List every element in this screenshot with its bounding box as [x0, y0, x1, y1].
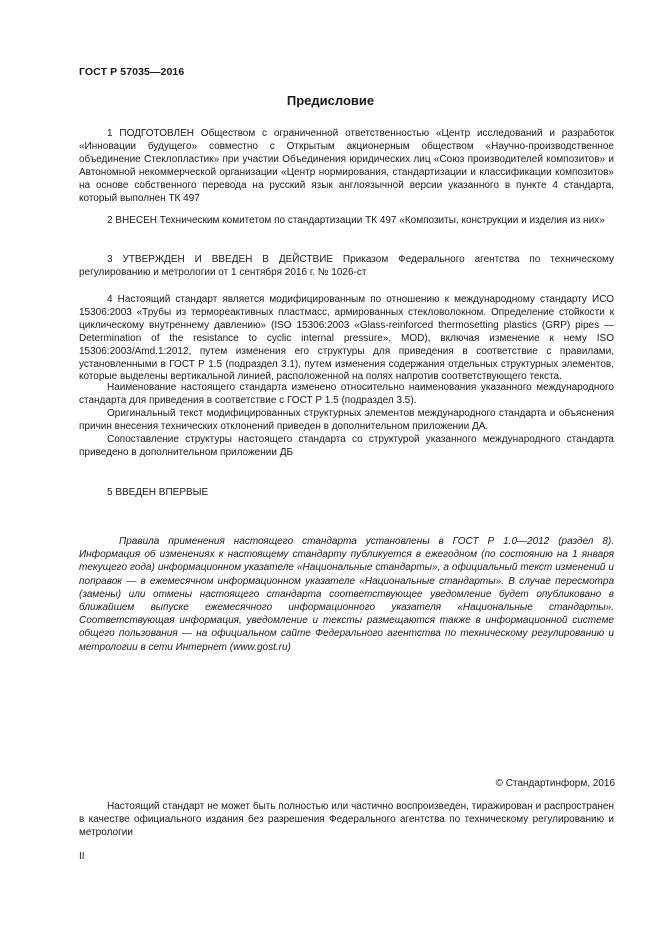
paragraph-name-change: Наименование настоящего стандарта изменено относительно наименования указанного международного стандарта для приведения в соответствие с ГОСТ Р 1.5 (подраздел 3.5).	[79, 382, 614, 406]
paragraph-prepared-by: 1 ПОДГОТОВЛЕН Обществом с ограниченной ответственностью «Центр исследований и разработок «Инновации будущего» совместно с Открытым акционерным обществом «Научно-производственное объединение Стеклопластик» при участии Объединения юридических лиц «Союз производителей композитов» и Автономной некоммерческой организации «Центр нормирования, стандартизации и классификации композитов» на основе собственного перевода на русский язык англоязычной версии указанного в пункте 4 стандарта, который выполнен ТК 497	[79, 128, 614, 204]
paragraph-approved: 3 УТВЕРЖДЕН И ВВЕДЕН В ДЕЙСТВИЕ Приказом Федерального агентства по техническому регулированию и метрологии от 1 сентября 2016 г. № 1026-ст	[79, 254, 614, 278]
paragraph-first-introduced: 5 ВВЕДЕН ВПЕРВЫЕ	[107, 487, 209, 498]
paragraph-structure-comparison: Сопоставление структуры настоящего стандарта со структурой указанного международного стандарта приведено в дополнительном приложении ДБ	[79, 434, 614, 458]
page-number: II	[79, 851, 85, 862]
reproduction-notice: Настоящий стандарт не может быть полностью или частично воспроизведен, тиражирован и распространен в качестве официального издания без разрешения Федерального агентства по техническому регулированию и метрологии	[79, 801, 614, 838]
paragraph-modification: 4 Настоящий стандарт является модифицированным по отношению к международному стандарту ИСО 15306:2003 «Трубы из термореактивных пластмасс, армированных стекловолокном. Определение стойкости к циклическому внутреннему давлению» (ISO 15306:2003 «Glass-reinforced thermosetting plastics (GRP) pipes — Determination of the resistance to cyclic internal pressure», MOD), включая изменение к нему ISO 15306:2003/Amd.1:2012, путем изменения его структуры для приведения в соответствие с правилами, установленными в ГОСТ Р 1.5 (подраздел 3.1), путем изменения содержания отдельных структурных элементов, которые выделены вертикальной линией, расположенной на полях напротив соответствующего текста.	[79, 294, 614, 383]
page-title: Предисловие	[286, 93, 375, 108]
rules-notice: Правила применения настоящего стандарта установлены в ГОСТ Р 1.0—2012 (раздел 8). Информация об изменениях к настоящему стандарту публикуется в ежегодном (по состоянию на 1 января текущего года) информационном указателе «Национальные стандарты», а официальный текст изменений и поправок — в ежемесячном информационном указателе «Национальные стандарты». В случае пересмотра (замены) или отмены настоящего стандарта соответствующее уведомление будет опубликовано в ближайшем выпуске ежемесячного информационного указателя «Национальные стандарты». Соответствующая информация, уведомление и тексты размещаются также в информационной системе общего пользования — на официальном сайте Федерального агентства по техническому регулированию и метрологии в сети Интернет (www.gost.ru)	[79, 536, 614, 653]
paragraph-original-text: Оригинальный текст модифицированных структурных элементов международного стандарта и объяснения причин внесения технических отклонений приведен в дополнительном приложении ДА.	[79, 408, 614, 432]
document-code-header: ГОСТ Р 57035—2016	[79, 66, 185, 78]
copyright-line: © Стандартинформ, 2016	[495, 778, 615, 789]
paragraph-introduced-by: 2 ВНЕСЕН Техническим комитетом по стандартизации ТК 497 «Композиты, конструкции и изделия из них»	[107, 215, 605, 226]
